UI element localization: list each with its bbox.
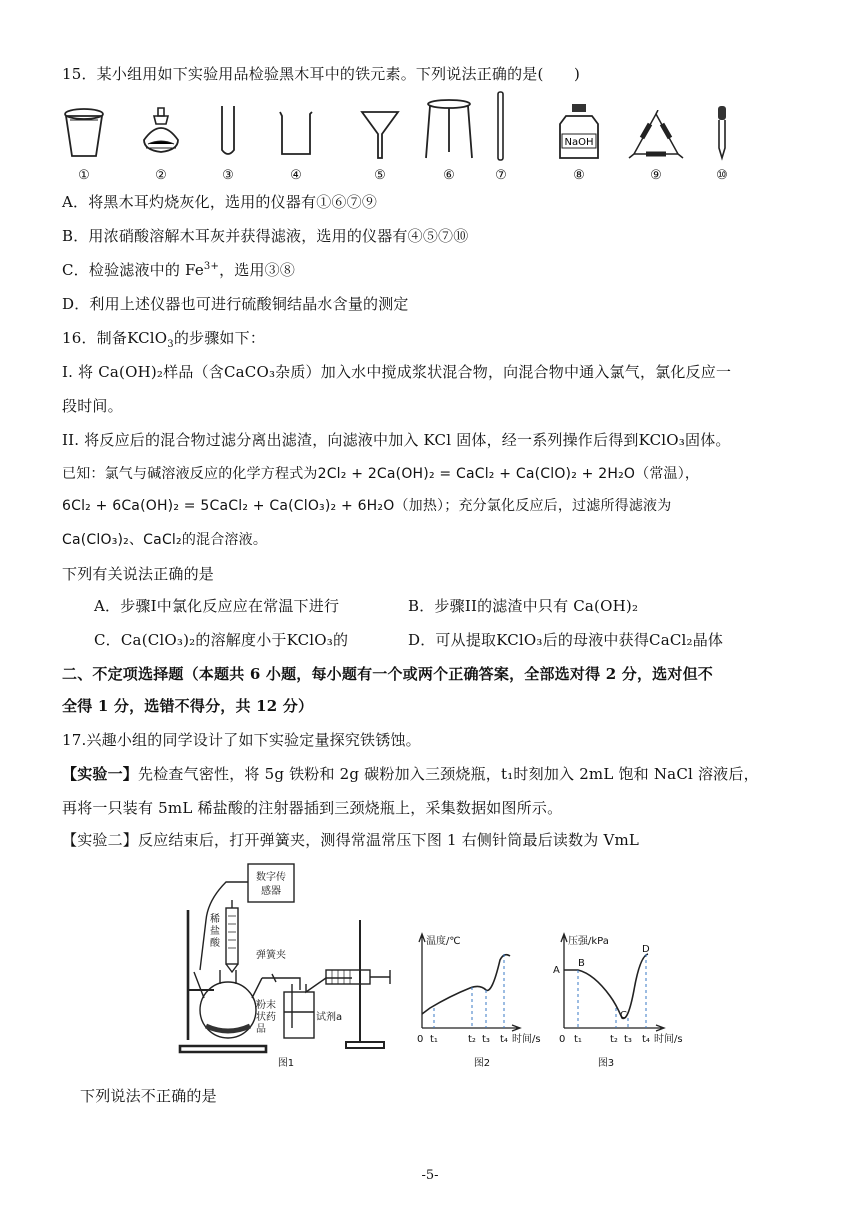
dropper-icon (712, 104, 732, 162)
q17-exp1-tag: 【实验一】 (62, 765, 139, 783)
fig3-ylabel: 压强/kPa (568, 936, 609, 947)
q16-known-line1: 已知：氯气与碱溶液反应的化学方程式为2Cl₂ + 2Ca(OH)₂ = CaCl₂ + Ca(ClO)₂ + 2H₂O（常温）， (62, 466, 700, 482)
naoh-label: NaOH (564, 137, 594, 148)
q17-exp2-tag: 【实验二】 (62, 831, 139, 849)
fig1-powder-3: 品 (256, 1024, 266, 1035)
funnel-icon (360, 104, 400, 160)
fig1-powder-1: 粉末 (256, 1000, 276, 1011)
reagent-bottle-icon (556, 102, 602, 162)
tool-label-9: ⑨ (650, 168, 662, 183)
fig2-tick-t1: t₁ (430, 1034, 438, 1045)
fig3-tick-t2: t₂ (610, 1034, 618, 1045)
q16-question: 下列有关说法正确的是 (62, 565, 215, 583)
q16-option-c: C．Ca(ClO₃)₂的溶解度小于KClO₃的 (94, 631, 349, 649)
q17-exp2 (62, 830, 639, 850)
fig2-ylabel: 温度/℃ (426, 936, 461, 947)
q16-option-b: B．步骤II的滤渣中只有 Ca(OH)₂ (408, 597, 639, 615)
section2-heading-line2: 全得 1 分，选错不得分，共 12 分） (62, 697, 314, 715)
q15-option-b: B．用浓硝酸溶解木耳灰并获得滤液，选用的仪器有④⑤⑦⑩ (62, 227, 469, 245)
q16-step2: II. 将反应后的混合物过滤分离出滤渣，向滤液中加入 KCl 固体，经一系列操作后得到KClO₃固体。 (62, 431, 731, 449)
glass-rod-icon (494, 90, 508, 162)
fig1-sensor-line1: 数字传 (256, 872, 286, 883)
fig2-tick-t2: t₂ (468, 1034, 476, 1045)
q17-exp2-text: 反应结束后，打开弹簧夹，测得常温常压下图 1 右侧针筒最后读数为 VmL (138, 831, 640, 849)
q16-known-line3: Ca(ClO₃)₂、CaCl₂的混合溶液。 (62, 532, 268, 548)
q17-exp1 (62, 764, 759, 784)
fig3-tick-t1: t₁ (574, 1034, 582, 1045)
fig1-acid-2: 盐 (210, 926, 220, 937)
q16-option-d: D．可从提取KClO₃后的母液中获得CaCl₂晶体 (408, 631, 724, 649)
fig2-caption: 图2 (473, 1058, 491, 1069)
q17-exp1-text: 先检查气密性，将 5g 铁粉和 2g 碳粉加入三颈烧瓶，t₁时刻加入 2mL 饱和 NaCl 溶液后， (138, 765, 759, 783)
fig1-caption: 图1 (277, 1058, 295, 1069)
fig3-xlabel: 时间/s (654, 1034, 683, 1045)
fig1-sensor-line2: 感器 (261, 886, 281, 897)
fig1-reagent: 试剂a (316, 1012, 343, 1023)
fig3-tick-t4: t₄ (642, 1034, 650, 1045)
fig1-acid-3: 酸 (210, 938, 220, 949)
q15-stem: 15．某小组用如下实验用品检验黑木耳中的铁元素。下列说法正确的是( ) (62, 65, 580, 83)
figure-3-pressure (544, 930, 694, 1072)
tool-label-10: ⑩ (716, 168, 728, 183)
tool-label-6: ⑥ (443, 168, 455, 183)
fig3-point-c: C (620, 1010, 627, 1021)
tool-label-4: ④ (290, 168, 302, 183)
fig3-tick-0: 0 (559, 1034, 566, 1045)
figure-2-temperature (410, 930, 550, 1072)
q16-stem (62, 328, 265, 348)
tool-label-7: ⑦ (495, 168, 507, 183)
fig1-acid-1: 稀 (210, 914, 220, 925)
fig3-point-a: A (553, 965, 560, 976)
clay-triangle-icon (628, 110, 684, 162)
alcohol-lamp-icon (138, 104, 184, 160)
fig2-tick-0: 0 (417, 1034, 424, 1045)
fig2-tick-t4: t₄ (500, 1034, 508, 1045)
q17-stem: 17.兴趣小组的同学设计了如下实验定量探究铁锈蚀。 (62, 731, 421, 749)
q15-option-a: A．将黑木耳灼烧灰化，选用的仪器有①⑥⑦⑨ (62, 193, 378, 211)
tool-label-3: ③ (222, 168, 234, 183)
fig3-point-d: D (642, 944, 650, 955)
tool-label-2: ② (155, 168, 167, 183)
q16-option-a: A．步骤I中氯化反应应在常温下进行 (94, 597, 340, 615)
q16-stem-post: 的步骤如下： (173, 329, 266, 347)
figure-1-apparatus (176, 860, 402, 1072)
q15-option-c-pre: C．检验滤液中的 Fe (62, 261, 204, 279)
q15-option-c-sup: 3+ (203, 261, 220, 272)
beaker-icon (276, 104, 316, 160)
tool-label-5: ⑤ (374, 168, 386, 183)
q16-step1-line1: I. 将 Ca(OH)₂样品（含CaCO₃杂质）加入水中搅成浆状混合物，向混合物中通入氯气，氯化反应一 (62, 363, 732, 381)
q16-step1-line2: 段时间。 (62, 397, 123, 415)
q16-stem-pre: 16．制备KClO (62, 329, 168, 347)
q15-option-c (62, 260, 295, 280)
q16-known-line2: 6Cl₂ + 6Ca(OH)₂ = 5CaCl₂ + Ca(ClO₃)₂ + 6H₂O（加热）；充分氯化反应后，过滤所得滤液为 (62, 498, 672, 514)
fig3-tick-t3: t₃ (624, 1034, 632, 1045)
tool-label-8: ⑧ (573, 168, 585, 183)
fig3-caption: 图3 (597, 1058, 615, 1069)
q17-exp1-line2: 再将一只装有 5mL 稀盐酸的注射器插到三颈烧瓶上，采集数据如图所示。 (62, 799, 563, 817)
q15-option-c-post: ，选用③⑧ (219, 261, 296, 279)
q16-stem-sub: 3 (167, 339, 174, 350)
crucible-icon (62, 104, 106, 160)
test-tube-icon (218, 104, 238, 160)
fig3-point-b: B (578, 958, 585, 969)
tool-label-1: ① (78, 168, 90, 183)
fig1-powder-2: 状药 (256, 1012, 276, 1023)
fig2-tick-t3: t₃ (482, 1034, 490, 1045)
fig2-xlabel: 时间/s (512, 1034, 541, 1045)
section2-heading-line1: 二、不定项选择题（本题共 6 小题，每小题有一个或两个正确答案，全部选对得 2 分，选对但不 (62, 665, 713, 683)
fig1-clip: 弹簧夹 (256, 950, 286, 961)
q15-option-d: D．利用上述仪器也可进行硫酸铜结晶水含量的测定 (62, 295, 409, 313)
page-number: -5- (421, 1168, 439, 1183)
q17-question: 下列说法不正确的是 (80, 1087, 217, 1105)
tripod-icon (424, 96, 474, 162)
